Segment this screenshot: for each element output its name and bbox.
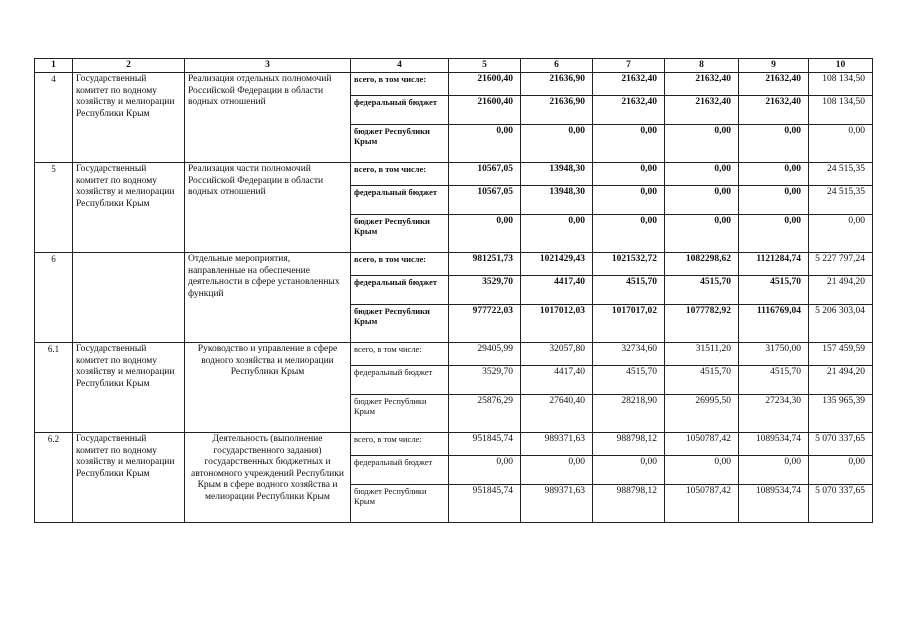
total-value: 108 134,50 (809, 96, 873, 125)
year-value: 4417,40 (521, 276, 593, 305)
year-value: 21632,40 (665, 96, 739, 125)
year-value: 21636,90 (521, 73, 593, 96)
year-value: 4515,70 (593, 276, 665, 305)
year-value: 10567,05 (449, 186, 521, 215)
year-value: 4515,70 (739, 276, 809, 305)
year-value: 0,00 (593, 456, 665, 485)
activity-name: Отдельные мероприятия, направленные на обеспечение деятельности в сфере установленных функций (185, 253, 351, 343)
year-value: 0,00 (449, 456, 521, 485)
year-value: 0,00 (739, 186, 809, 215)
funding-source-label: бюджет Республики Крым (351, 125, 449, 163)
funding-source-label: федеральный бюджет (351, 186, 449, 215)
year-value: 0,00 (449, 125, 521, 163)
year-value: 25876,29 (449, 395, 521, 433)
total-value: 108 134,50 (809, 73, 873, 96)
table-row (35, 253, 873, 276)
year-value: 4515,70 (665, 276, 739, 305)
table-row (35, 73, 873, 96)
year-value: 1082298,62 (665, 253, 739, 276)
year-value: 0,00 (593, 215, 665, 253)
row-number: 5 (35, 163, 73, 253)
table-row (35, 163, 873, 186)
header-cell: 10 (809, 59, 873, 73)
year-value: 32734,60 (593, 343, 665, 366)
year-value: 951845,74 (449, 433, 521, 456)
year-value: 1050787,42 (665, 433, 739, 456)
year-value: 0,00 (665, 215, 739, 253)
funding-source-label: федеральный бюджет (351, 366, 449, 395)
total-value: 157 459,59 (809, 343, 873, 366)
year-value: 1021532,72 (593, 253, 665, 276)
year-value: 0,00 (739, 163, 809, 186)
header-cell: 6 (521, 59, 593, 73)
year-value: 21632,40 (739, 73, 809, 96)
year-value: 3529,70 (449, 366, 521, 395)
header-cell: 7 (593, 59, 665, 73)
responsible-org: Государственный комитет по водному хозяйству и мелиорации Республики Крым (73, 73, 185, 163)
year-value: 4515,70 (593, 366, 665, 395)
budget-table (34, 58, 873, 523)
funding-source-label: федеральный бюджет (351, 96, 449, 125)
year-value: 4515,70 (665, 366, 739, 395)
year-value: 0,00 (521, 125, 593, 163)
year-value: 0,00 (593, 125, 665, 163)
year-value: 0,00 (521, 215, 593, 253)
row-number: 4 (35, 73, 73, 163)
year-value: 21632,40 (593, 73, 665, 96)
year-value: 0,00 (739, 215, 809, 253)
row-number: 6.1 (35, 343, 73, 433)
responsible-org (73, 253, 185, 343)
year-value: 0,00 (739, 125, 809, 163)
year-value: 21632,40 (665, 73, 739, 96)
funding-source-label: бюджет Республики Крым (351, 215, 449, 253)
year-value: 981251,73 (449, 253, 521, 276)
header-cell: 2 (73, 59, 185, 73)
total-value: 135 965,39 (809, 395, 873, 433)
funding-source-label: всего, в том числе: (351, 343, 449, 366)
total-value: 5 227 797,24 (809, 253, 873, 276)
year-value: 1017012,03 (521, 305, 593, 343)
header-row (35, 59, 873, 73)
year-value: 32057,80 (521, 343, 593, 366)
year-value: 1077782,92 (665, 305, 739, 343)
header-cell: 1 (35, 59, 73, 73)
responsible-org: Государственный комитет по водному хозяйству и мелиорации Республики Крым (73, 343, 185, 433)
total-value: 24 515,35 (809, 163, 873, 186)
year-value: 951845,74 (449, 485, 521, 523)
year-value: 0,00 (739, 456, 809, 485)
row-number: 6.2 (35, 433, 73, 523)
year-value: 21600,40 (449, 96, 521, 125)
year-value: 988798,12 (593, 485, 665, 523)
table-row (35, 433, 873, 456)
year-value: 0,00 (665, 125, 739, 163)
total-value: 5 206 303,04 (809, 305, 873, 343)
funding-source-label: федеральный бюджет (351, 276, 449, 305)
year-value: 21600,40 (449, 73, 521, 96)
total-value: 5 070 337,65 (809, 485, 873, 523)
year-value: 29405,99 (449, 343, 521, 366)
header-cell: 9 (739, 59, 809, 73)
year-value: 1017017,02 (593, 305, 665, 343)
funding-source-label: всего, в том числе: (351, 73, 449, 96)
year-value: 0,00 (521, 456, 593, 485)
year-value: 21636,90 (521, 96, 593, 125)
year-value: 10567,05 (449, 163, 521, 186)
responsible-org: Государственный комитет по водному хозяйству и мелиорации Республики Крым (73, 163, 185, 253)
year-value: 1116769,04 (739, 305, 809, 343)
activity-name: Деятельность (выполнение государственного задания) государственных бюджетных и автономного учреждений Республики Крым в сфере водного хозяйства и мелиорации Республики Крым (185, 433, 351, 523)
year-value: 977722,03 (449, 305, 521, 343)
funding-source-label: всего, в том числе: (351, 253, 449, 276)
year-value: 21632,40 (739, 96, 809, 125)
year-value: 0,00 (665, 456, 739, 485)
year-value: 1050787,42 (665, 485, 739, 523)
funding-source-label: бюджет Республики Крым (351, 485, 449, 523)
total-value: 0,00 (809, 125, 873, 163)
year-value: 0,00 (593, 186, 665, 215)
year-value: 3529,70 (449, 276, 521, 305)
year-value: 13948,30 (521, 186, 593, 215)
total-value: 5 070 337,65 (809, 433, 873, 456)
total-value: 24 515,35 (809, 186, 873, 215)
year-value: 1021429,43 (521, 253, 593, 276)
responsible-org: Государственный комитет по водному хозяйству и мелиорации Республики Крым (73, 433, 185, 523)
activity-name: Реализация отдельных полномочий Российской Федерации в области водных отношений (185, 73, 351, 163)
year-value: 988798,12 (593, 433, 665, 456)
total-value: 21 494,20 (809, 366, 873, 395)
row-number: 6 (35, 253, 73, 343)
total-value: 0,00 (809, 215, 873, 253)
year-value: 4515,70 (739, 366, 809, 395)
year-value: 0,00 (593, 163, 665, 186)
year-value: 0,00 (665, 163, 739, 186)
year-value: 21632,40 (593, 96, 665, 125)
header-cell: 3 (185, 59, 351, 73)
table-row (35, 343, 873, 366)
funding-source-label: всего, в том числе: (351, 163, 449, 186)
total-value: 21 494,20 (809, 276, 873, 305)
year-value: 26995,50 (665, 395, 739, 433)
year-value: 13948,30 (521, 163, 593, 186)
funding-source-label: бюджет Республики Крым (351, 395, 449, 433)
header-cell: 8 (665, 59, 739, 73)
year-value: 31511,20 (665, 343, 739, 366)
funding-source-label: федеральный бюджет (351, 456, 449, 485)
year-value: 28218,90 (593, 395, 665, 433)
year-value: 1089534,74 (739, 433, 809, 456)
year-value: 1089534,74 (739, 485, 809, 523)
year-value: 31750,00 (739, 343, 809, 366)
year-value: 0,00 (665, 186, 739, 215)
funding-source-label: всего, в том числе: (351, 433, 449, 456)
year-value: 989371,63 (521, 485, 593, 523)
header-cell: 5 (449, 59, 521, 73)
total-value: 0,00 (809, 456, 873, 485)
year-value: 1121284,74 (739, 253, 809, 276)
year-value: 0,00 (449, 215, 521, 253)
year-value: 4417,40 (521, 366, 593, 395)
year-value: 989371,63 (521, 433, 593, 456)
activity-name: Реализация части полномочий Российской Федерации в области водных отношений (185, 163, 351, 253)
activity-name: Руководство и управление в сфере водного хозяйства и мелиорации Республики Крым (185, 343, 351, 433)
funding-source-label: бюджет Республики Крым (351, 305, 449, 343)
year-value: 27234,30 (739, 395, 809, 433)
year-value: 27640,40 (521, 395, 593, 433)
header-cell: 4 (351, 59, 449, 73)
